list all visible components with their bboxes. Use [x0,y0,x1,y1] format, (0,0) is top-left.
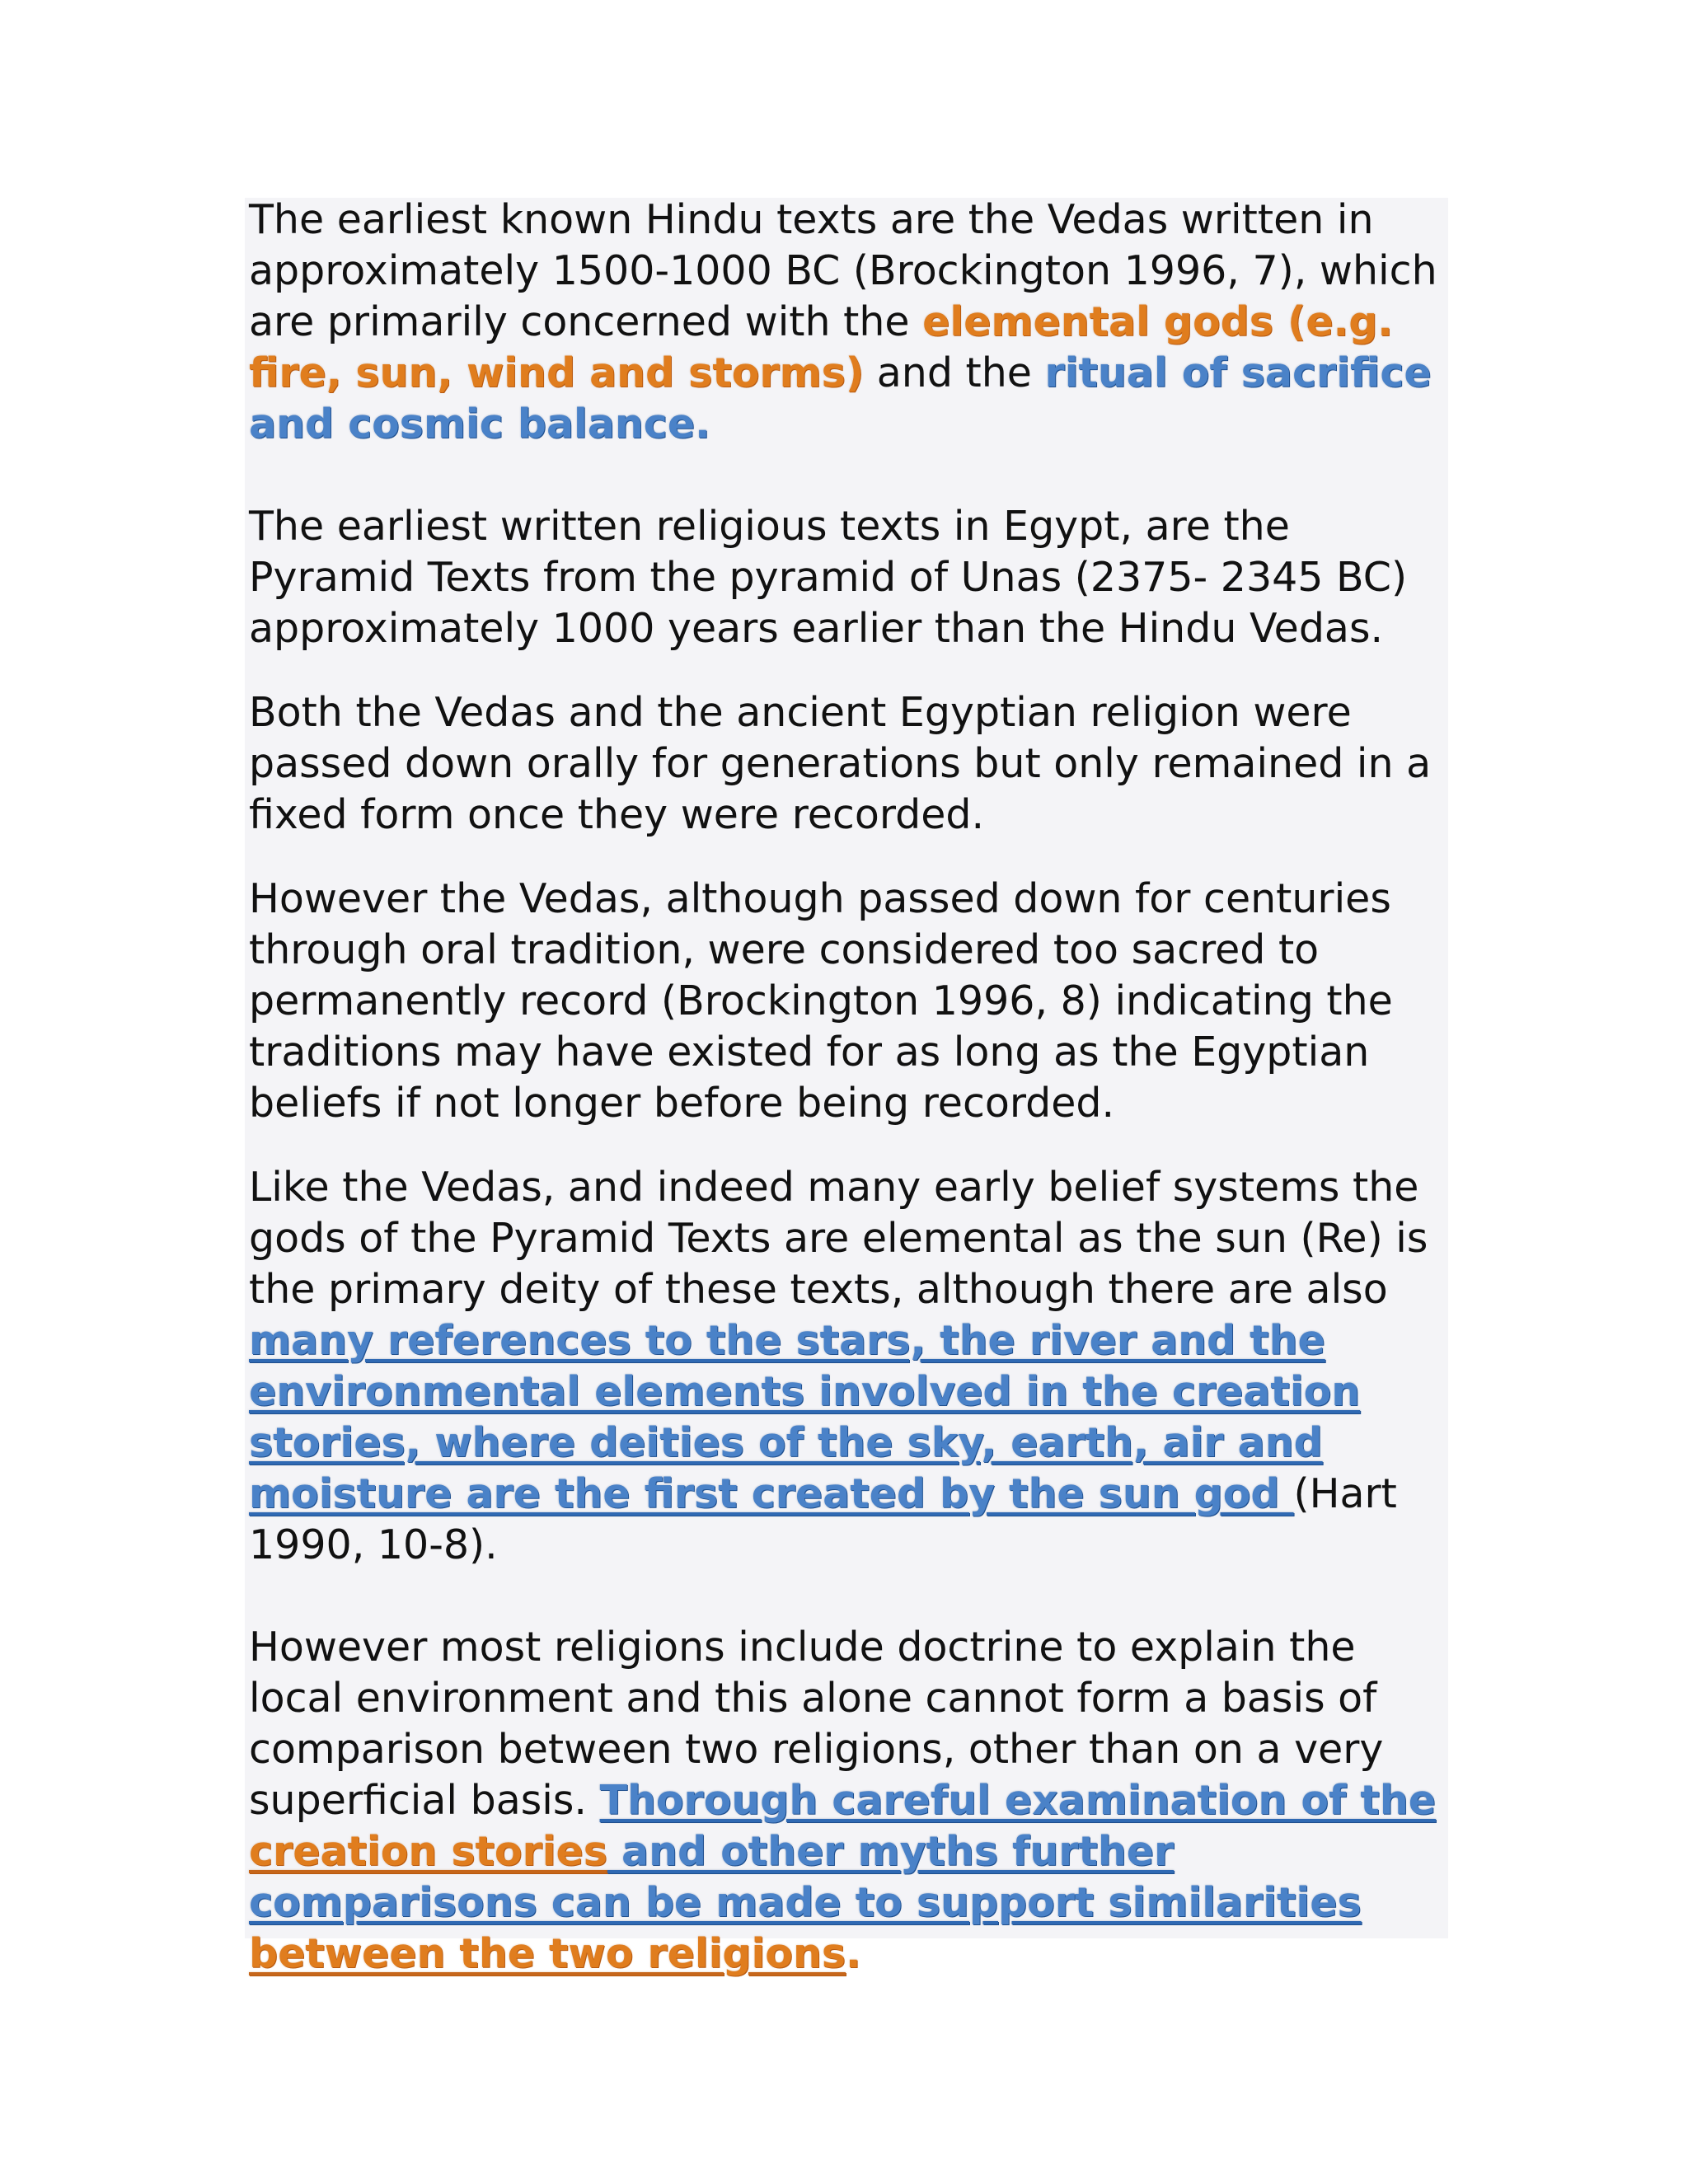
highlight-span: ritual of sacrifice and cosmic balance. [249,349,1432,448]
paragraph-5 [249,1162,1444,1571]
highlight-span: between the two religions [249,1930,846,1977]
highlight-span: elemental gods (e.g. fire, sun, wind and storms) [249,298,1393,396]
paragraph-1 [249,194,1444,450]
paragraph-6 [249,1622,1444,1980]
text-span: However most religions include doctrine to explain the local environment and this alone cannot form a basis of comparison between two religions, other than on a very superficial basis. [249,1624,1384,1824]
paragraph-4 [249,874,1444,1129]
highlight-span: many references to the stars, the river and the environmental elements involved in the creation stories, where deities of the sky, earth, air and moisture are the first created by the sun god [249,1317,1361,1517]
highlight-span: and other myths further comparisons can be made to support similarities [249,1828,1362,1926]
text-span: (Hart 1990, 10-8). [249,1470,1397,1568]
paragraph-2 [249,501,1444,654]
text-span: and the [864,349,1045,396]
highlight-span: . [846,1930,861,1977]
text-span: Like the Vedas, and indeed many early belief systems the gods of the Pyramid Texts are elemental as the sun (Re) is the primary deity of these texts, although there are also [249,1164,1428,1313]
paragraph-3 [249,687,1444,841]
text-span: However the Vedas, although passed down for centuries through oral tradition, were considered too sacred to permanently record (Brockington 1996, 8) indicating the traditions may have existed for as long as the Egyptian beliefs if not longer before being recorded. [249,875,1393,1127]
highlight-span: Thorough careful examination of the [599,1777,1436,1824]
highlight-span: creation stories [249,1828,607,1875]
document-body [249,194,1444,1980]
text-span: The earliest known Hindu texts are the Vedas written in approximately 1500-1000 BC (Brockington 1996, 7), which are primarily concerned with the [249,196,1437,345]
text-span: Both the Vedas and the ancient Egyptian religion were passed down orally for generations but only remained in a fixed form once they were recorded. [249,689,1432,838]
text-span: The earliest written religious texts in Egypt, are the Pyramid Texts from the pyramid of Unas (2375- 2345 BC) approximately 1000 years earlier than the Hindu Vedas. [249,503,1408,652]
